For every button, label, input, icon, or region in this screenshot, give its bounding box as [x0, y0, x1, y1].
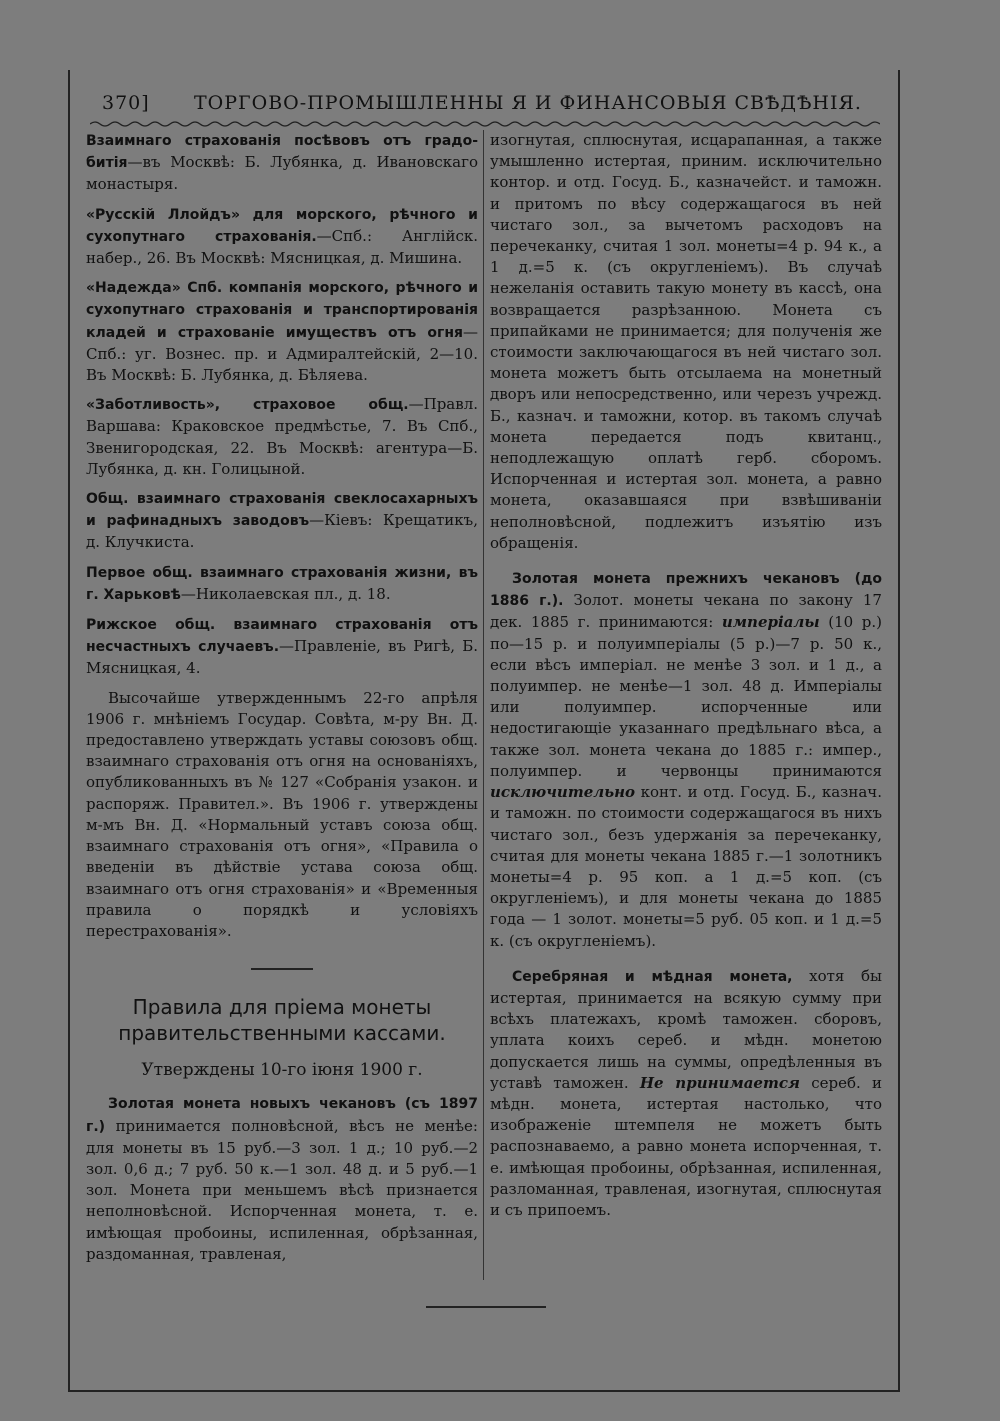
book-page: [68, 70, 900, 1392]
paragraph-russian-lloyd: «Русскій Ллойдъ» для морского, рѣчного и сухопутнаго страхованія.—Спб.: Англійск. набер., 26. Въ Москвѣ: Мясницкая, д. Мишина.: [86, 206, 478, 268]
page-number: 370]: [102, 92, 150, 114]
bottom-rule: [426, 1306, 546, 1308]
paragraph-sugar-factories: Общ. взаимнаго страхованія свеклосахарныхъ и рафинадныхъ заводовъ—Кіевъ: Крещатикъ, д. Клучкиста.: [86, 491, 478, 552]
paragraph-gold-new: Золотая монета новыхъ чекановъ (съ 1897 г.) принимается полновѣсной, вѣсъ не менѣе: для монеты въ 15 руб.—3 зол. 1 д.; 10 руб.—2 зол. 0,6 д.; 7 руб. 50 к.—1 зол. 48 д. и 5 руб.—1 зол. Монета при меньшемъ вѣсѣ признается неполновѣсной. Испорченная монета, т. е. имѣющая пробоины, испиленная, обрѣзанная, раздоманная, травленая,: [86, 1096, 478, 1263]
paragraph-life-insurance: Первое общ. взаимнаго страхованія жизни, въ г. Харьковѣ—Николаевская пл., д. 18.: [86, 564, 478, 603]
paragraph-gold-new-cont: изогнутая, сплюснутая, исцарапанная, а также умышленно истертая, приним. исключительно контор. и отд. Госуд. Б., казначейст. и таможн. и притомъ по вѣсу содержащагося въ ней чистаго зол., за вычетомъ расходовъ на перечеканку, считая 1 зол. монеты=4 р. 94 к., а 1 д.=5 к. (съ округленіемъ). Въ случаѣ нежеланія оставить такую монету въ кассѣ, она возвращается разрѣзанною. Монета съ припайками не принимается; для полученія же стоимости заключающагося въ ней чистаго зол. монета можетъ быть отсылаема на монетный дворъ или непосредственно, или черезъ учрежд. Б., казнач. и таможни, котор. въ такомъ случаѣ монета передается подъ квитанц., неподлежащую оплатѣ герб. сборомъ. Испорченная и истертая зол. монета, а равно монета, оказавшаяся при взвѣшиваніи неполновѣсной, подлежитъ изъятію изъ обращенія.: [490, 131, 882, 552]
paragraph-gold-old: Золотая монета прежнихъ чекановъ (до 1886 г.). Золот. монеты чекана по закону 17 дек. 1885 г. принимаются: имперіалы (10 р.) по—15 р. и полуимперіалы (5 р.)—7 р. 50 к., если вѣсъ имперіал. не менѣе 3 зол. и 1 д., а полуимпер. не менѣе—1 зол. 48 д. Имперіалы или полуимпер. испорченные или недостигающіе указаннаго предѣльнаго вѣса, а также зол. монета чекана до 1885 г.: импер., полуимпер. и червонцы принимаются исключительно конт. и отд. Госуд. Б., казнач. и таможн. по стоимости содержащагося въ нихъ чистаго зол., безъ удержанія за перечеканку, считая для монеты чекана 1885 г.—1 золотникъ монеты=4 р. 95 коп. а 1 д.=5 коп. (съ округленіемъ), и для монеты чекана до 1885 года — 1 золот. монеты=5 руб. 05 коп. и 1 д.=5 к. (съ округленіемъ).: [490, 571, 882, 950]
right-column: [490, 130, 882, 1229]
paragraph-silver-copper: Серебряная и мѣдная монета, хотя бы истертая, принимается на всякую сумму при всѣхъ платежахъ, кромѣ таможен. сборовъ, уплата коихъ сереб. и мѣдн. монетою допускается лишь на суммы, опредѣленныя въ уставѣ таможен. Не принимается сереб. и мѣдн. монета, истертая настолько, что изображеніе штемпеля не можетъ быть распознаваемо, а равно монета испорченная, т. е. имѣющая пробоины, обрѣзанная, испиленная, разломанная, травленая, изогнутая, сплюснутая и съ припоемъ.: [490, 966, 882, 1219]
section-subheading: Утверждены 10-го іюня 1900 г.: [141, 1060, 423, 1081]
wavy-rule: [90, 120, 880, 128]
column-divider: [483, 130, 484, 1280]
section-rule: [251, 968, 313, 970]
left-column: [86, 130, 478, 1273]
paragraph-zabotlivost: «Заботливость», страховое общ.—Правл. Варшава: Краковское предмѣстье, 7. Въ Спб., Звенигородская, 22. Въ Москвѣ: агентура—Б. Лубянка, д. кн. Голицыной.: [86, 395, 478, 478]
section-heading: Правила для пріема монеты правительственными кассами.: [118, 995, 446, 1046]
running-title: ТОРГОВО-ПРОМЫШЛЕННЫ Я И ФИНАНСОВЫЯ СВѢДѢНІЯ.: [194, 92, 862, 114]
paragraph-riga-accident: Рижское общ. взаимнаго страхованія отъ несчастныхъ случаевъ.—Правленіе, въ Ригѣ, Б. Мясницкая, 4.: [86, 617, 478, 678]
running-head: [102, 92, 882, 122]
paragraph-1906-decree: Высочайше утвержденнымъ 22-го апрѣля 1906 г. мнѣніемъ Государ. Совѣта, м-ру Вн. Д. предоставлено утверждать уставы союзовъ общ. взаимнаго страхованія отъ огня на основаніяхъ, опубликованныхъ въ № 127 «Собранія узакон. и распоряж. Правител.». Въ 1906 г. утверждены м-мъ Вн. Д. «Нормальный уставъ союза общ. взаимнаго страхованія отъ огня», «Правила о введеніи въ дѣйствіе устава союза общ. взаимнаго отъ огня страхованія» и «Временныя правила о порядкѣ и условіяхъ перестрахованія».: [86, 688, 478, 940]
paragraph-nadezhda: «Надежда» Спб. компанія морского, рѣчного и сухопутнаго страхованія и транспортированія кладей и страхованіе имуществъ отъ огня—Спб.: уг. Вознес. пр. и Адмиралтейскій, 2—10. Въ Москвѣ: Б. Лубянка, д. Бѣляева.: [86, 280, 478, 385]
paragraph-hail-insurance: Взаимнаго страхованія посѣвовъ отъ градо-битія—въ Москвѣ: Б. Лубянка, д. Ивановскаго монастыря.: [86, 133, 478, 194]
